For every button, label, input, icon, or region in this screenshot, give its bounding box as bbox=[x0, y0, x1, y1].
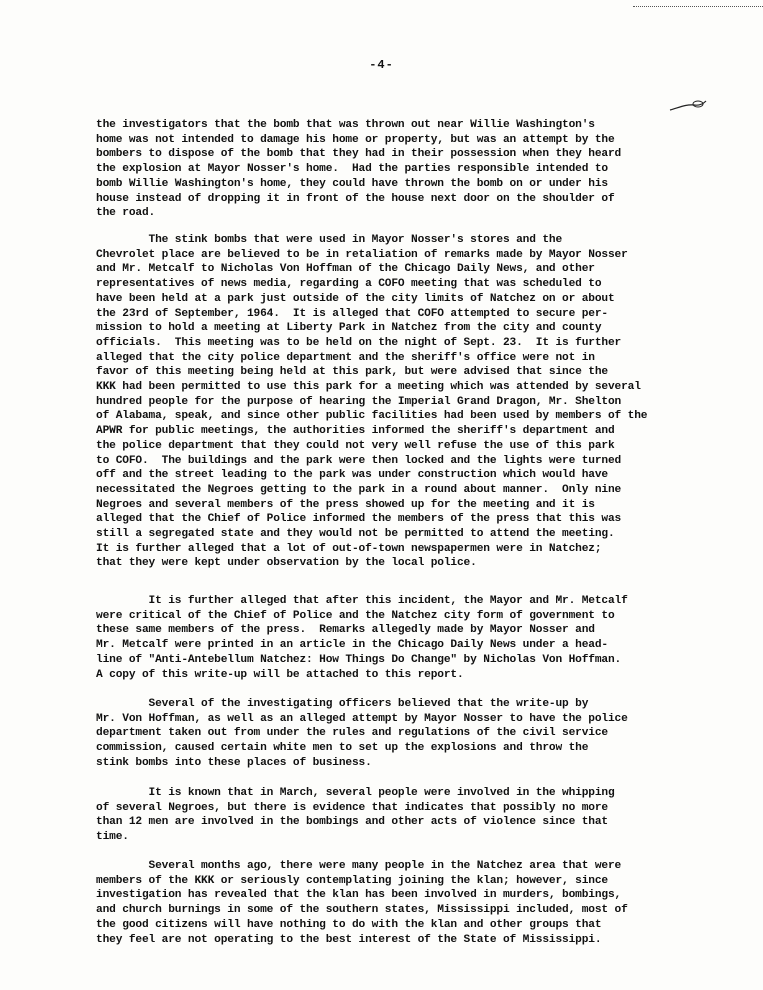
page-edge-mark bbox=[633, 0, 763, 7]
pen-mark-icon bbox=[668, 98, 708, 114]
paragraph-3: It is further alleged that after this incident, the Mayor and Mr. Metcalf were critical of the Chief of Police and the Natchez city form of government to these same members of the press. Remarks allegedly made by Mayor Nosser and Mr. Metcalf were printed in an article in the Chicago Daily News under a head- line of "Anti-Antebellum Natchez: How Things Do Change" by Nicholas Von Hoffman. A copy of this write-up will be attached to this report. bbox=[96, 595, 628, 681]
paragraph-2: The stink bombs that were used in Mayor Nosser's stores and the Chevrolet place are believed to be in retaliation of remarks made by Mayor Nosser and Mr. Metcalf to Nicholas Von Hoffman of the Chicago Daily News, and other representatives of news media, regarding a COFO meeting that was scheduled to have been held at a park just outside of the city limits of Natchez on or about the 23rd of September, 1964. It is alleged that COFO attempted to secure per- mission to hold a meeting at Liberty Park in Natchez from the city and county officials. This meeting was to be held on the night of Sept. 23. It is further alleged that the city police department and the sheriff's office were not in favor of this meeting being held at this park, but were advised that since the KKK had been permitted to use this park for a meeting which was attended by several hundred people for the purpose of hearing the Imperial Grand Dragon, Mr. Shelton of Alabama, speak, and since other public facilities had been used by members of the APWR for public meetings, the authorities informed the sheriff's department and the police department that they could not very well refuse the use of this park to COFO. The buildings and the park were then locked and the lights were turned off and the street leading to the park was under construction which would have necessitated the Negroes getting to the park in a round about manner. Only nine Negroes and several members of the press showed up for the meeting and it is alleged that the Chief of Police informed the members of the press that this was still a segregated state and they would not be permitted to attend the meeting. It is further alleged that a lot of out-of-town newspapermen were in Natchez; that they were kept under observation by the local police. bbox=[96, 234, 648, 570]
page-number: -4- bbox=[369, 58, 394, 72]
paragraph-1: the investigators that the bomb that was thrown out near Willie Washington's home was not intended to damage his home or property, but was an attempt by the bombers to dispose of the bomb that they had in their possession when they heard the explosion at Mayor Nosser's home. Had the parties responsible intended to bomb Willie Washington's home, they could have thrown the bomb on or under his house instead of dropping it in front of the house next door on the shoulder of the road. bbox=[96, 119, 622, 220]
paragraph-6: Several months ago, there were many people in the Natchez area that were members of the KKK or seriously contemplating joining the klan; however, since investigation has revealed that the klan has been involved in murders, bombings, and church burnings in some of the southern states, Mississippi included, most of the good citizens will have nothing to do with the klan and other groups that they feel are not operating to the best interest of the State of Mississippi. bbox=[96, 860, 628, 946]
paragraph-4: Several of the investigating officers believed that the write-up by Mr. Von Hoffman, as well as an alleged attempt by Mayor Nosser to have the police department taken out from under the rules and regulations of the civil service commission, caused certain white men to set up the explosions and throw the stink bombs into these places of business. bbox=[96, 698, 628, 769]
paragraph-5: It is known that in March, several people were involved in the whipping of several Negroes, but there is evidence that indicates that possibly no more than 12 men are involved in the bombings and other acts of violence since that time. bbox=[96, 787, 615, 844]
